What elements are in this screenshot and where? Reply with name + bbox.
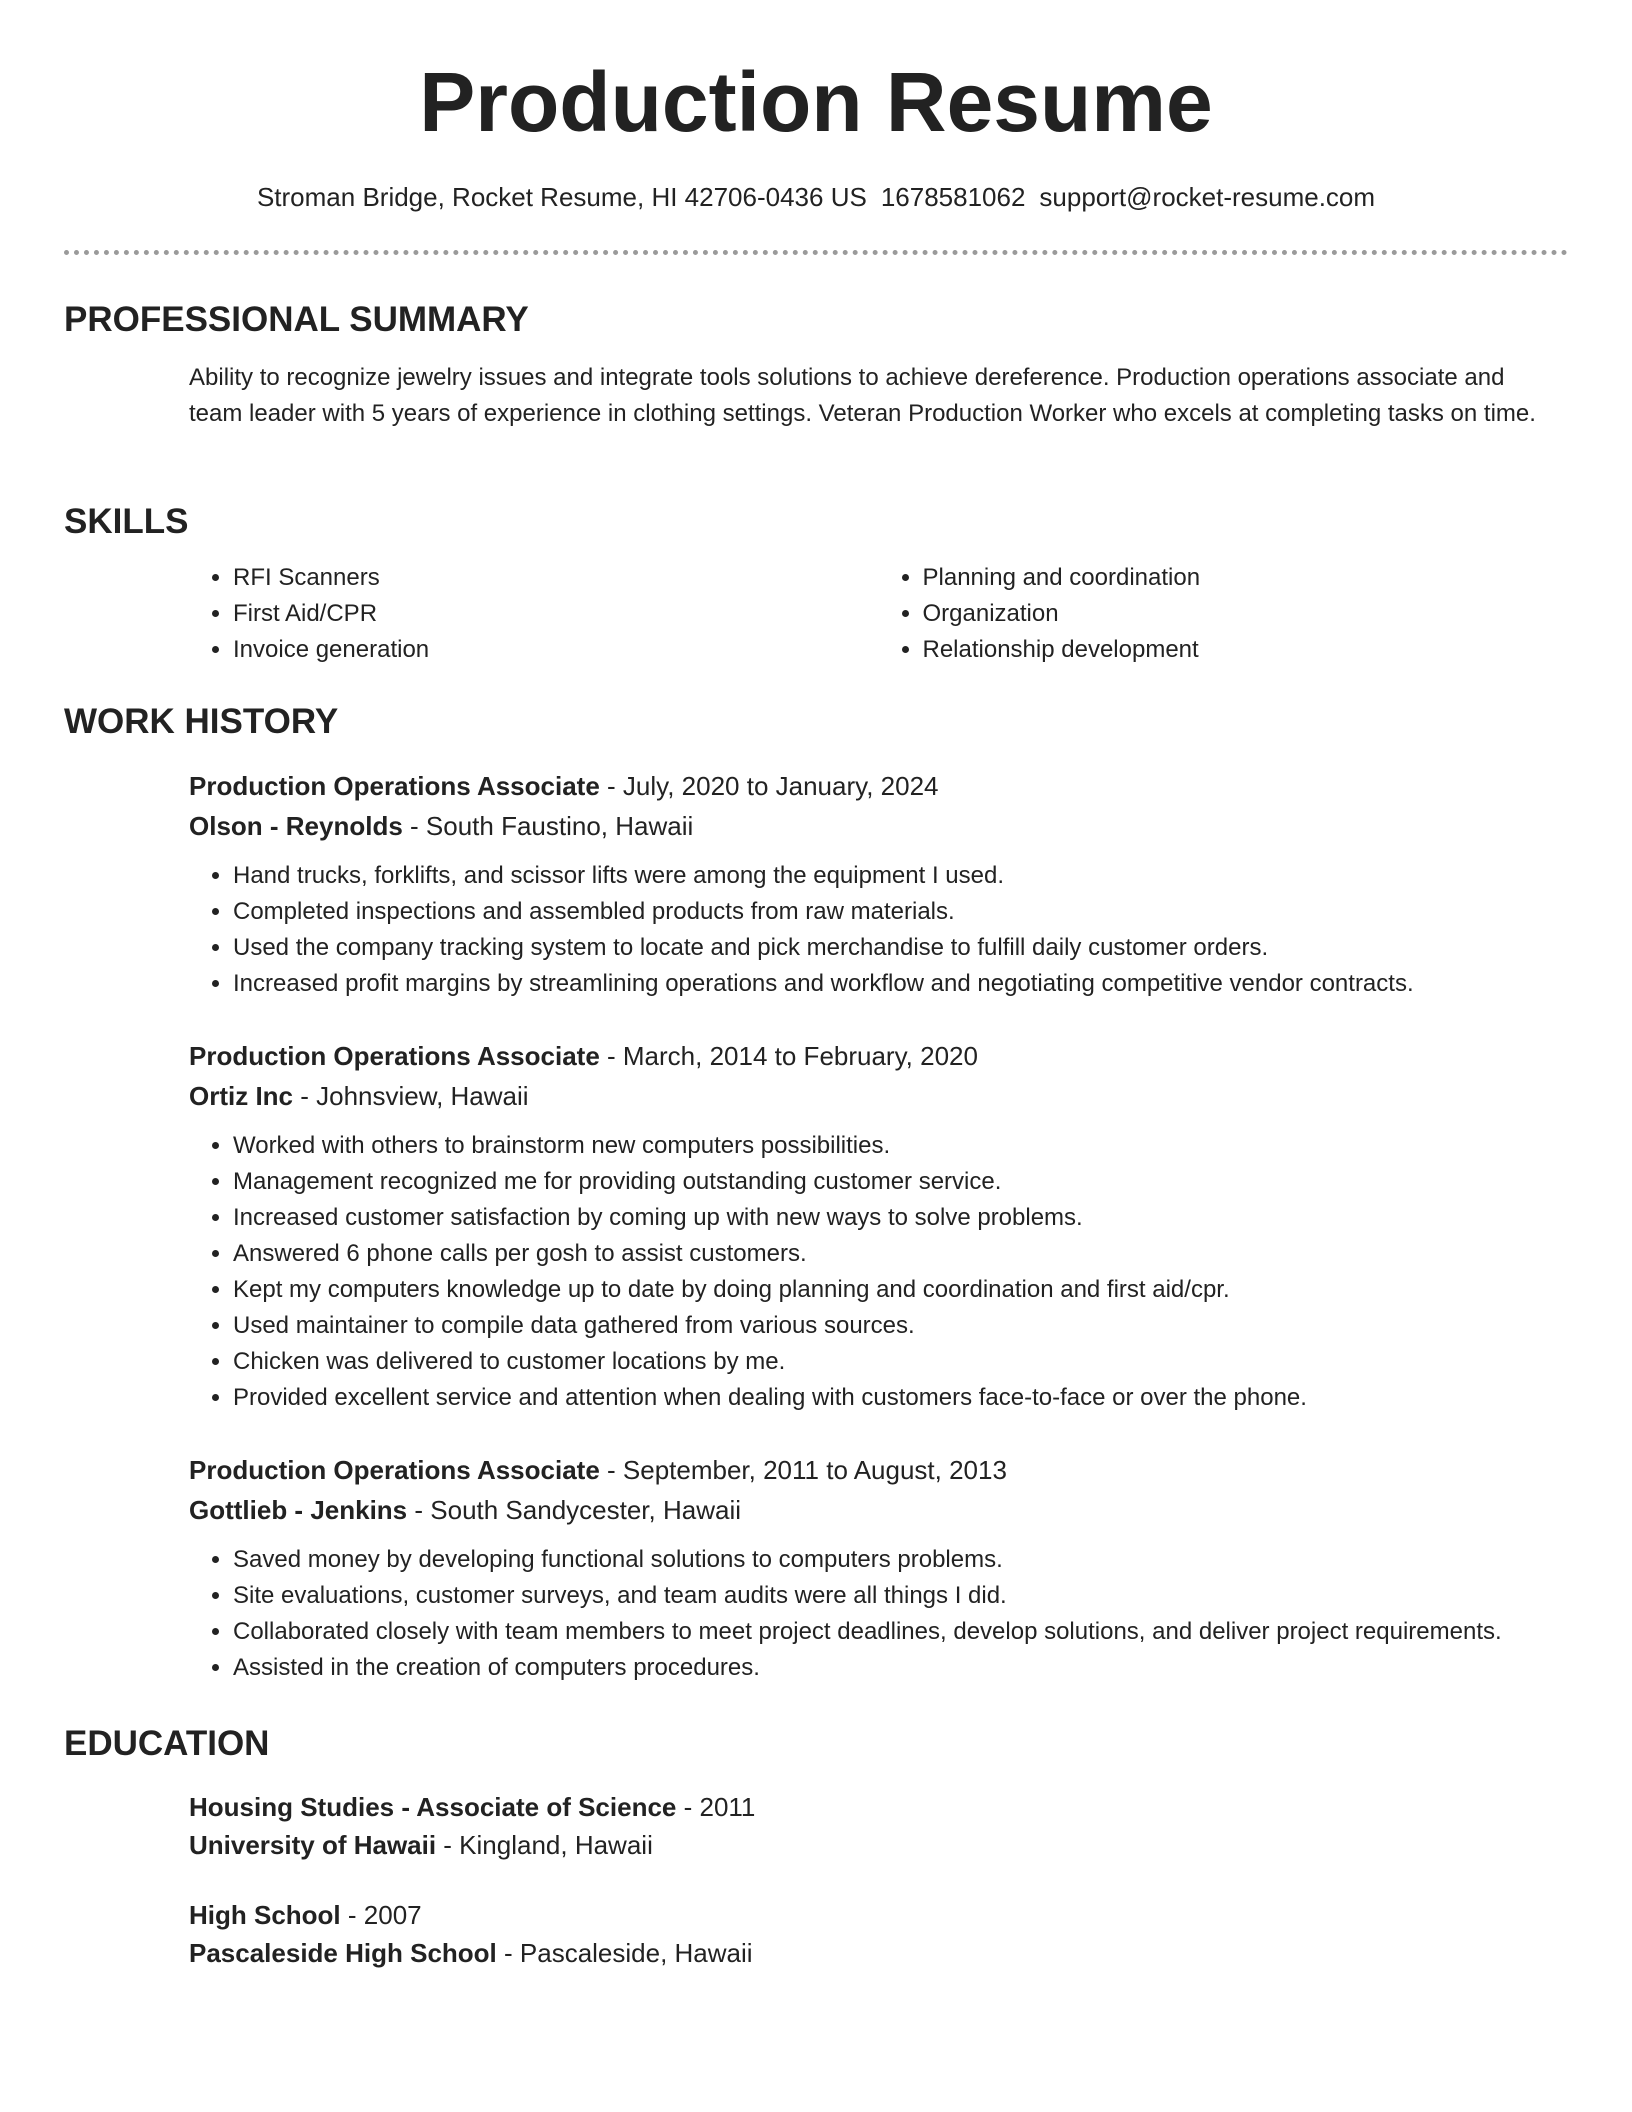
job-dates: - September, 2011 to August, 2013 <box>599 1455 1007 1485</box>
resume-page <box>64 0 1568 1968</box>
email: support@rocket-resume.com <box>1039 182 1376 212</box>
job-bullet: • Site evaluations, customer surveys, and team audits were all things I did. <box>233 1578 1568 1614</box>
skill-item: • Organization <box>923 596 1569 632</box>
skill-item: • RFI Scanners <box>233 560 879 596</box>
job-entry <box>189 1036 1568 1416</box>
job-role: Production Operations Associate <box>189 1041 600 1071</box>
job-role: Production Operations Associate <box>189 1455 600 1485</box>
job-bullet: • Completed inspections and assembled products from raw materials. <box>233 894 1568 930</box>
job-bullets <box>189 1128 1568 1416</box>
job-bullet: • Kept my computers knowledge up to date by doing planning and coordination and first aid/cpr. <box>233 1272 1568 1308</box>
job-bullets <box>189 858 1568 1002</box>
job-role: Production Operations Associate <box>189 771 600 801</box>
skills-section <box>64 500 1568 668</box>
education-degree: High School <box>189 1900 341 1930</box>
education-degree: Housing Studies - Associate of Science <box>189 1792 677 1822</box>
education-school-line <box>189 1934 1568 1972</box>
job-entry <box>189 766 1568 1002</box>
summary-text: Ability to recognize jewelry issues and integrate tools solutions to achieve dereference. Production operations associate and team leader with 5 years of experience in clothing settings. Veteran Production Worker who excels at completing tasks on time. <box>189 364 1536 427</box>
skill-item: • Invoice generation <box>233 632 879 668</box>
job-company: Ortiz Inc <box>189 1081 294 1111</box>
job-company: Gottlieb - Jenkins <box>189 1495 408 1525</box>
job-location: - South Faustino, Hawaii <box>402 811 694 841</box>
summary-section <box>64 298 1568 432</box>
education-location: - Pascaleside, Hawaii <box>496 1938 753 1968</box>
skill-item: • First Aid/CPR <box>233 596 879 632</box>
education-year: - 2007 <box>340 1900 422 1930</box>
resume-title: Production Resume <box>419 55 1213 149</box>
job-bullet: • Increased profit margins by streamlining operations and workflow and negotiating competitive vendor contracts. <box>233 966 1568 1002</box>
education-entry <box>189 1896 1568 1972</box>
work-history-heading: WORK HISTORY <box>64 702 339 741</box>
skills-grid <box>189 560 1568 668</box>
job-location: - South Sandycester, Hawaii <box>407 1495 741 1525</box>
job-location: - Johnsview, Hawaii <box>293 1081 529 1111</box>
education-year: - 2011 <box>676 1792 756 1822</box>
job-bullet: • Worked with others to brainstorm new computers possibilities. <box>233 1128 1568 1164</box>
contact-line <box>64 180 1568 214</box>
skill-item: • Relationship development <box>923 632 1569 668</box>
job-company-line <box>189 1076 1568 1116</box>
job-bullet: • Management recognized me for providing outstanding customer service. <box>233 1164 1568 1200</box>
job-entry <box>189 1450 1568 1686</box>
education-school: University of Hawaii <box>189 1830 437 1860</box>
job-bullet: • Saved money by developing functional solutions to computers problems. <box>233 1542 1568 1578</box>
job-bullet: • Used maintainer to compile data gathered from various sources. <box>233 1308 1568 1344</box>
phone: 1678581062 <box>880 182 1026 212</box>
job-bullet: • Used the company tracking system to locate and pick merchandise to fulfill daily customer orders. <box>233 930 1568 966</box>
education-school-line <box>189 1826 1568 1864</box>
work-history-section <box>64 700 1568 1686</box>
job-bullet: • Provided excellent service and attention when dealing with customers face-to-face or over the phone. <box>233 1380 1568 1416</box>
skills-list-left <box>189 560 879 668</box>
job-bullet: • Chicken was delivered to customer locations by me. <box>233 1344 1568 1380</box>
job-bullet: • Answered 6 phone calls per gosh to assist customers. <box>233 1236 1568 1272</box>
education-school: Pascaleside High School <box>189 1938 497 1968</box>
summary-heading: PROFESSIONAL SUMMARY <box>64 300 529 339</box>
skill-item: • Planning and coordination <box>923 560 1569 596</box>
education-degree-line <box>189 1788 1568 1826</box>
job-dates: - July, 2020 to January, 2024 <box>599 771 939 801</box>
job-bullet: • Assisted in the creation of computers procedures. <box>233 1650 1568 1686</box>
job-bullet: • Collaborated closely with team members to meet project deadlines, develop solutions, and deliver project requirements. <box>233 1614 1568 1650</box>
skills-list-right <box>879 560 1569 668</box>
education-section <box>64 1722 1568 1972</box>
job-bullets <box>189 1542 1568 1686</box>
education-degree-line <box>189 1896 1568 1934</box>
education-location: - Kingland, Hawaii <box>436 1830 653 1860</box>
job-dates: - March, 2014 to February, 2020 <box>599 1041 978 1071</box>
skills-heading: SKILLS <box>64 502 189 541</box>
job-company-line <box>189 806 1568 846</box>
header-divider <box>64 250 1568 255</box>
job-company: Olson - Reynolds <box>189 811 403 841</box>
job-company-line <box>189 1490 1568 1530</box>
address: Stroman Bridge, Rocket Resume, HI 42706-0436 US <box>256 182 867 212</box>
education-heading: EDUCATION <box>64 1724 270 1763</box>
job-role-line <box>189 1450 1568 1490</box>
job-bullet: • Hand trucks, forklifts, and scissor lifts were among the equipment I used. <box>233 858 1568 894</box>
job-role-line <box>189 1036 1568 1076</box>
job-bullet: • Increased customer satisfaction by coming up with new ways to solve problems. <box>233 1200 1568 1236</box>
job-role-line <box>189 766 1568 806</box>
education-entry <box>189 1788 1568 1864</box>
